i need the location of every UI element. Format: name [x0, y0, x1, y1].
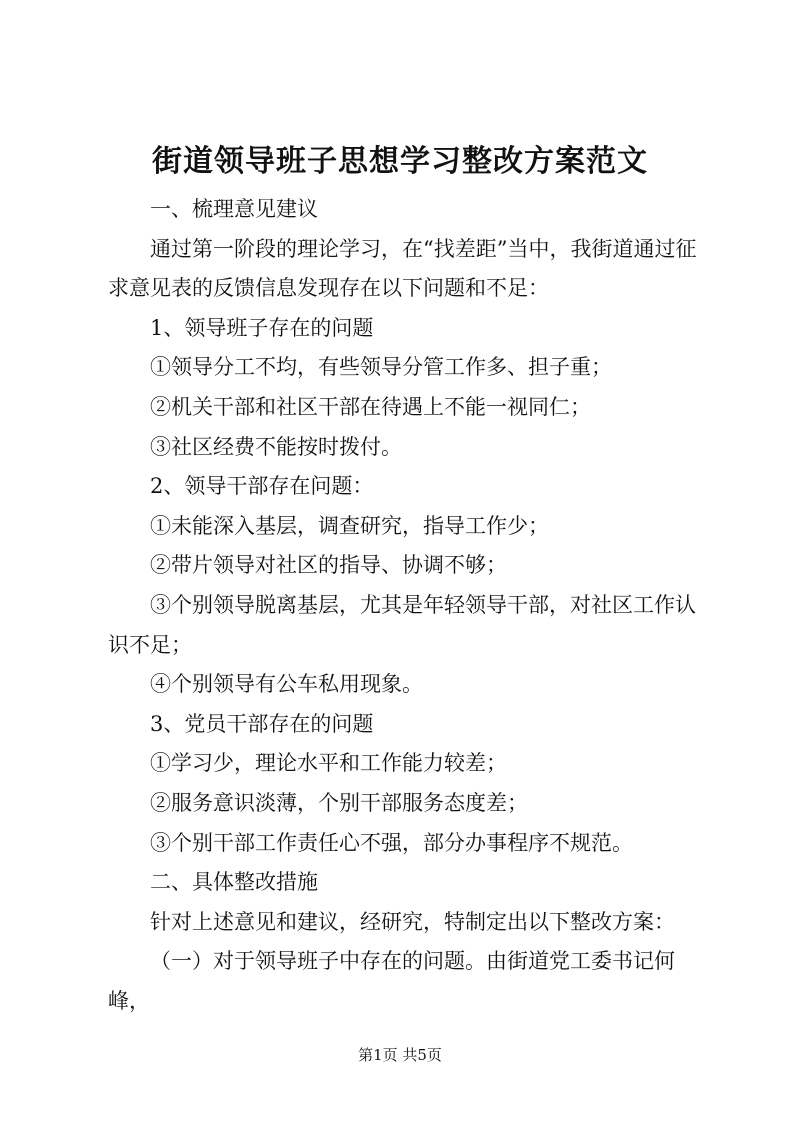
section-heading-1: 一、梳理意见建议 [150, 197, 318, 221]
section-heading-2: 二、具体整改措施 [150, 870, 318, 895]
paragraph-intro: 通过第一阶段的理论学习，在“找差距”当中，我街道通过征求意见表的反馈信息发现存在以下问题和不足： [108, 236, 697, 301]
list-item: ①未能深入基层，调查研究，指导工作少； [150, 513, 549, 538]
subheading-leading-cadres: 2、领导干部存在问题： [150, 474, 374, 499]
list-item: ②服务意识淡薄，个别干部服务态度差； [150, 790, 528, 815]
paragraph-plan-intro: 针对上述意见和建议，经研究，特制定出以下整改方案： [150, 909, 675, 934]
list-item: ③个别干部工作责任心不强，部分办事程序不规范。 [150, 830, 633, 855]
document-title: 街道领导班子思想学习整改方案范文 [152, 144, 648, 179]
list-item: ④个别领导有公车私用现象。 [150, 672, 423, 697]
subheading-party-cadres: 3、党员干部存在的问题 [150, 711, 374, 736]
list-item: ③社区经费不能按时拨付。 [150, 434, 402, 459]
list-item: ②带片领导对社区的指导、协调不够； [150, 553, 507, 578]
list-item: ②机关干部和社区干部在待遇上不能一视同仁； [150, 394, 591, 419]
paragraph-measure-1: （一）对于领导班子中存在的问题。由街道党工委书记何峰， [108, 949, 675, 1013]
document-body [108, 190, 708, 1021]
list-item: ①领导分工不均，有些领导分管工作多、担子重； [150, 355, 612, 380]
list-item: ①学习少，理论水平和工作能力较差； [150, 751, 507, 776]
list-item: ③个别领导脱离基层，尤其是年轻领导干部，对社区工作认识不足； [108, 592, 696, 657]
subheading-leadership-team: 1、领导班子存在的问题 [150, 315, 374, 340]
page-footer: 第1页 共5页 [358, 1046, 442, 1064]
